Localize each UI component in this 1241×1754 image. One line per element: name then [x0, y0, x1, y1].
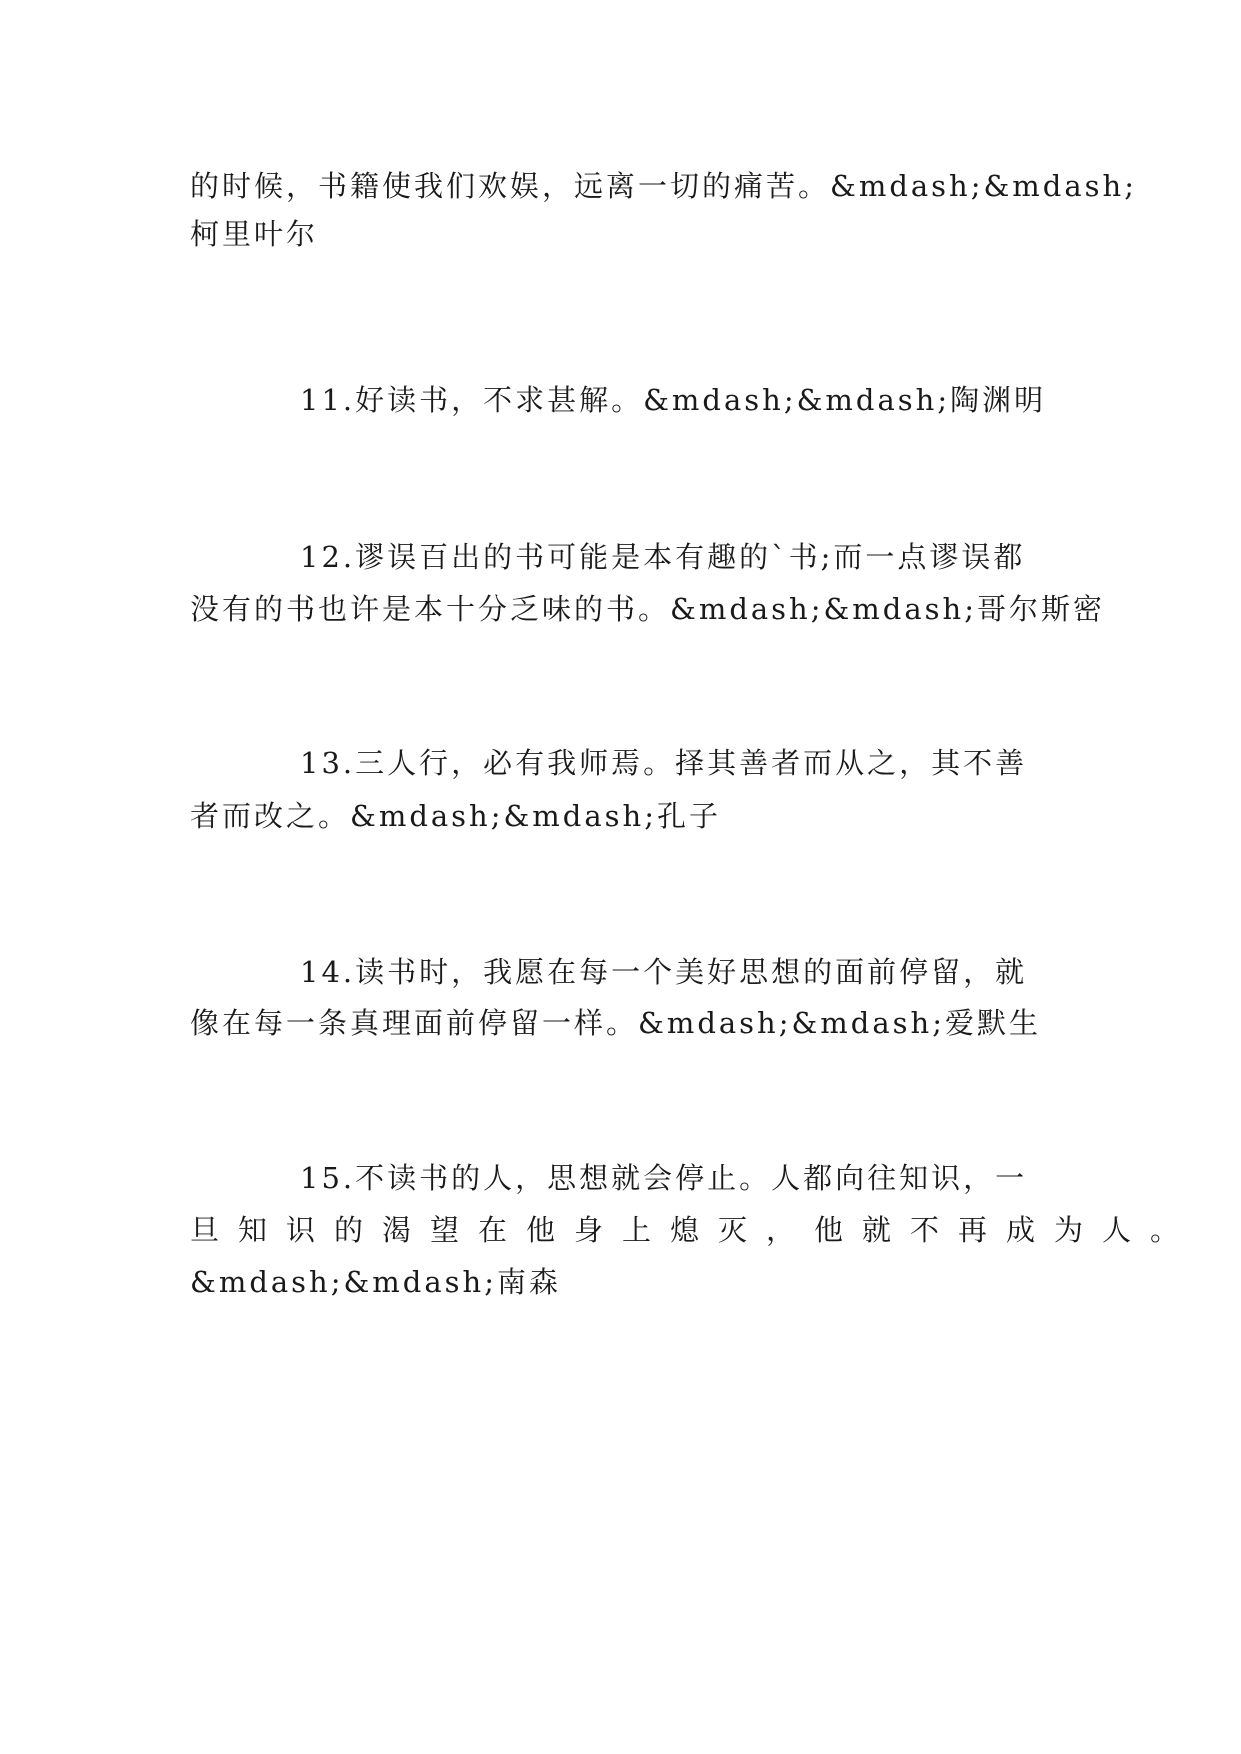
quote-14-line-2: 像在每一条真理面前停留一样。&mdash;&mdash;爱默生 [190, 1006, 1041, 1040]
text-line: 柯里叶尔 [190, 217, 319, 251]
quote-14-line-1: 14.读书时，我愿在每一个美好思想的面前停留，就 [300, 955, 1028, 989]
quote-13-line-1: 13.三人行，必有我师焉。择其善者而从之，其不善 [300, 746, 1028, 780]
quote-15-line-2: 旦知识的渴望在他身上熄灭，他就不再成为人。 [190, 1213, 1199, 1247]
quote-15-line-3: &mdash;&mdash;南森 [190, 1265, 561, 1299]
quote-12-line-2: 没有的书也许是本十分乏味的书。&mdash;&mdash;哥尔斯密 [190, 592, 1105, 626]
quote-11: 11.好读书，不求甚解。&mdash;&mdash;陶渊明 [300, 383, 1047, 417]
text-line: 的时候，书籍使我们欢娱，远离一切的痛苦。&mdash;&mdash; [190, 169, 1137, 203]
quote-15-line-1: 15.不读书的人，思想就会停止。人都向往知识，一 [300, 1161, 1028, 1195]
quote-13-line-2: 者而改之。&mdash;&mdash;孔子 [190, 799, 721, 833]
quote-12-line-1: 12.谬误百出的书可能是本有趣的`书;而一点谬误都 [300, 540, 1026, 574]
